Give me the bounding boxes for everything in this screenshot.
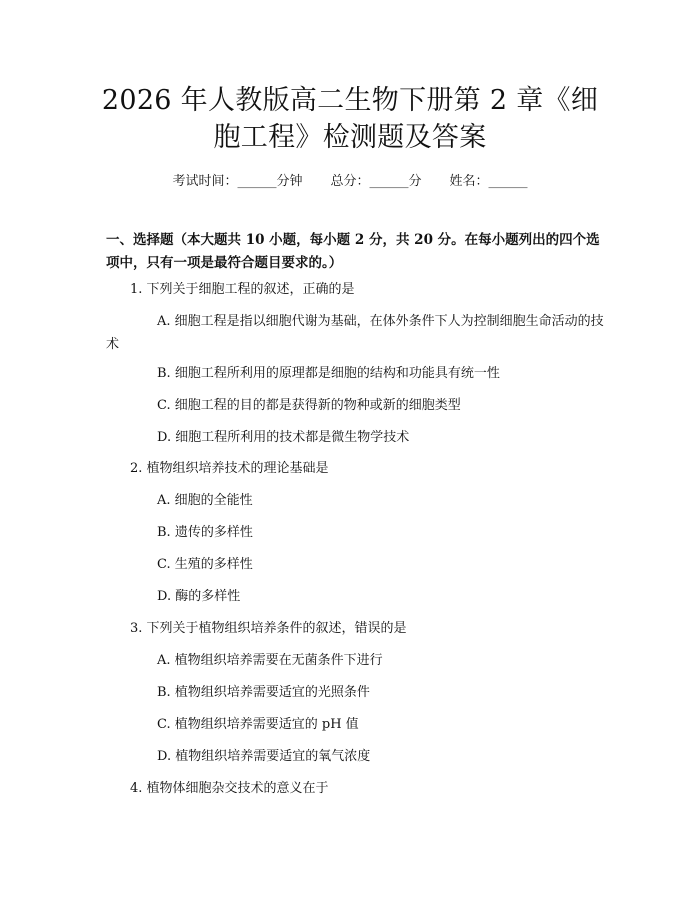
exam-time-label: 考试时间：______分钟 xyxy=(172,174,303,189)
question-option: C. 植物组织培养需要适宜的 pH 值 xyxy=(157,717,359,732)
exam-name-label: 姓名：______ xyxy=(449,174,528,189)
question-option: D. 酶的多样性 xyxy=(157,589,241,604)
question-option: A. 细胞工程是指以细胞代谢为基础，在体外条件下人为控制细胞生命活动的技术 xyxy=(106,314,604,352)
question-option: B. 细胞工程所利用的原理都是细胞的结构和功能具有统一性 xyxy=(157,366,500,381)
question-option: A. 植物组织培养需要在无菌条件下进行 xyxy=(157,653,383,668)
question-stem: 2. 植物组织培养技术的理论基础是 xyxy=(130,461,329,476)
question-option: D. 细胞工程所利用的技术都是微生物学技术 xyxy=(157,430,410,445)
question-stem: 1. 下列关于细胞工程的叙述，正确的是 xyxy=(130,282,355,297)
exam-meta xyxy=(0,170,700,189)
question-option: B. 遗传的多样性 xyxy=(157,525,253,540)
page-title: 2026 年人教版高二生物下册第 2 章《细胞工程》检测题及答案 xyxy=(101,85,599,153)
exam-score-label: 总分：______分 xyxy=(330,174,422,189)
question-option: C. 生殖的多样性 xyxy=(157,557,253,572)
question-stem: 4. 植物体细胞杂交技术的意义在于 xyxy=(130,781,329,796)
section-header: 一、选择题（本大题共 10 小题，每小题 2 分，共 20 分。在每小题列出的四个选项中，只有一项是最符合题目要求的。） xyxy=(106,232,600,271)
question-option: B. 植物组织培养需要适宜的光照条件 xyxy=(157,685,370,700)
question-stem: 3. 下列关于植物组织培养条件的叙述，错误的是 xyxy=(130,621,407,636)
question-option: A. 细胞的全能性 xyxy=(157,493,253,508)
question-option: C. 细胞工程的目的都是获得新的物种或新的细胞类型 xyxy=(157,398,461,413)
question-option: D. 植物组织培养需要适宜的氧气浓度 xyxy=(157,749,371,764)
